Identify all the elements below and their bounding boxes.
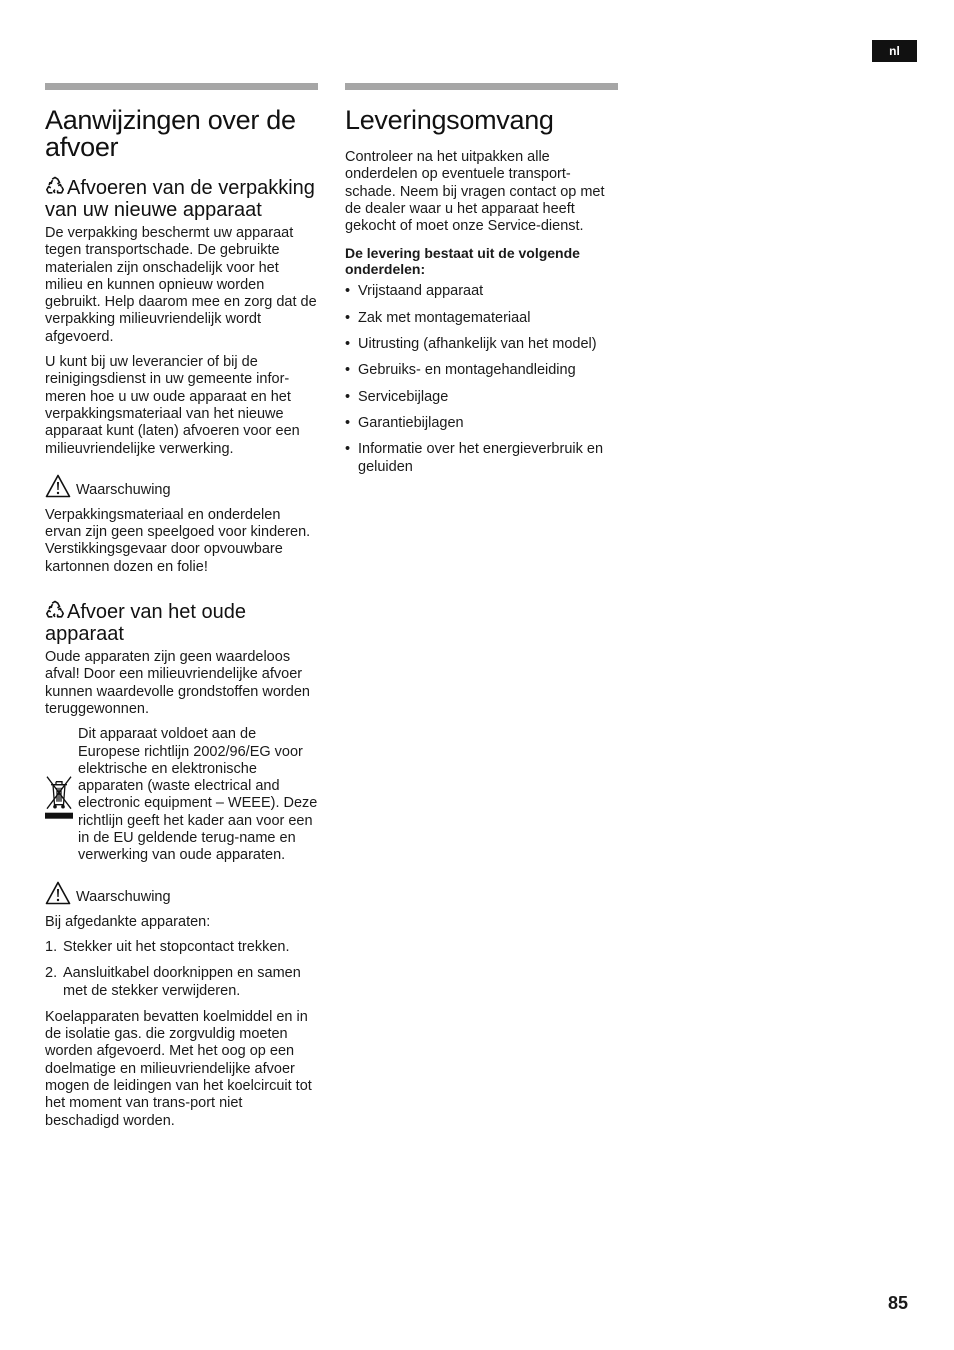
delivery-title: Leveringsomvang [345, 105, 554, 135]
recycle-icon [45, 600, 65, 620]
disposal-steps [45, 939, 318, 1000]
old-appliance-paragraph: Oude apparaten zijn geen waardeloos afval! Door een milieuvriendelijke afvoer kunnen waardevolle grondstoffen worden teruggewonnen. [45, 649, 310, 717]
old-appliance-heading [45, 600, 318, 645]
section-rule [45, 83, 318, 90]
warning-icon [45, 881, 71, 905]
weee-text: Dit apparaat voldoet aan de Europese richtlijn 2002/96/EG voor elektrische en elektronische apparaten (waste electrical and electronic equipment – WEEE). Deze richtlijn geeft het kader aan voor een in de EU geldende terug-name en verwerking van oude apparaten. [78, 726, 318, 864]
appliance-warning [45, 881, 318, 905]
delivery-list-heading: De levering bestaat uit de volgende onderdelen: [345, 245, 580, 278]
packaging-paragraph-1: De verpakking beschermt uw apparaat tegen transportschade. De gebruikte materialen zijn onschadelijk voor het milieu en kunnen opnieuw worden gebruikt. Help daarom mee en zorg dat de verpakking milieuvriendelijk wordt afgevoerd. [45, 225, 317, 345]
step-text: Aansluitkabel doorknippen en samen met de stekker verwijderen. [63, 965, 301, 999]
list-item [45, 965, 318, 1000]
packaging-warning [45, 474, 318, 498]
list-item [45, 939, 318, 956]
list-item: • Vrijstaand apparaat [345, 283, 618, 300]
page-number: 85 [887, 1293, 908, 1313]
packaging-paragraph-2: U kunt bij uw leverancier of bij de reinigingsdienst in uw gemeente infor-meren hoe u uw oude apparaat en het verpakkingsmateriaal van het nieuwe apparaat kunt (laten) afvoeren voor een milieuvriendelijke verwerking. [45, 354, 300, 457]
old-appliance-heading-text: Afvoer van het oude apparaat [45, 601, 247, 646]
list-item: • Zak met montagemateriaal [345, 310, 618, 327]
list-item: • Gebruiks- en montagehandleiding [345, 362, 618, 379]
warning-label: Waarschuwing [76, 481, 171, 498]
step-text: Stekker uit het stopcontact trekken. [63, 938, 290, 955]
language-badge: nl [872, 40, 917, 62]
list-item: • Garantiebijlagen [345, 415, 618, 432]
step-number: 2. [45, 965, 58, 982]
list-item: • Uitrusting (afhankelijk van het model) [345, 336, 618, 353]
packaging-heading-text: Afvoeren van de verpakking van uw nieuwe apparaat [45, 177, 315, 221]
recycle-icon [45, 176, 65, 196]
warning-label: Waarschuwing [76, 888, 171, 905]
disposal-column [45, 83, 318, 1138]
appliance-warning-intro: Bij afgedankte apparaten: [45, 913, 211, 930]
refrigerant-paragraph: Koelapparaten bevatten koelmiddel en in de isolatie gas. die zorgvuldig moeten worden afgevoerd. Met het oog op een doelmatige en milieuvriendelijke afvoer mogen de leidingen van het koelcircuit tot het moment van trans-port niet beschadigd worden. [45, 1008, 312, 1129]
disposal-title: Aanwijzingen over de afvoer [45, 105, 296, 162]
packaging-warning-text: Verpakkingsmateriaal en onderdelen ervan zijn geen speelgoed voor kinderen. Verstikkingsgevaar door opvouwbare kartonnen dozen en folie! [45, 506, 311, 575]
delivery-intro: Controleer na het uitpakken alle onderdelen op eventuele transport-schade. Neem bij vragen contact op met de dealer waar u het apparaat heeft gekocht of moet onze Service-dienst. [345, 149, 605, 235]
step-number: 1. [45, 938, 58, 955]
list-item: • Informatie over het energieverbruik en geluiden [345, 441, 618, 476]
section-rule [345, 83, 618, 90]
delivery-column [345, 83, 618, 485]
weee-notice [45, 726, 318, 864]
warning-icon [45, 474, 71, 498]
crossed-bin-icon [45, 729, 73, 864]
packaging-heading [45, 176, 318, 221]
delivery-items [345, 283, 618, 475]
list-item: • Servicebijlage [345, 389, 618, 406]
